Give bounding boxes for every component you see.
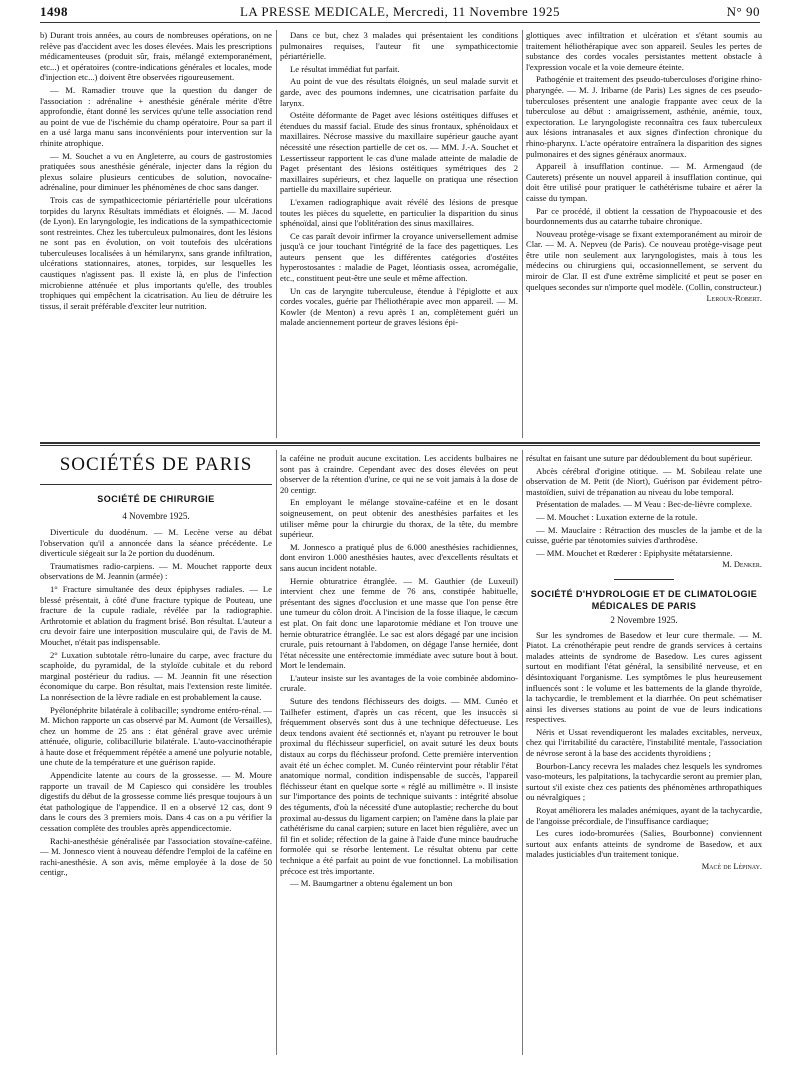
paragraph: glottiques avec infiltration et ulcération et s'étant soumis au traitement héliothérapique avec son appareil. Seules les pertes de substance des cordes vocales persistantes mettent obstacle à l'expression vocale et la voie demeure éteinte. bbox=[526, 30, 762, 72]
header-rule bbox=[40, 22, 760, 23]
paragraph: M. Jonnesco a pratiqué plus de 6.000 anesthésies rachidiennes, dont environ 1.000 anesthésies hautes, avec d'excellents résultats et sans aucun incident notable. bbox=[280, 541, 518, 573]
paragraph: Pathogénie et traitement des pseudo-tuberculoses d'origine rhino-pharyngée. — M. J. Iribarne (de Paris) Les signes de ces pseudo-tuberculoses présentent une analogie frappante avec ceux de la tuberculose au début : amaigrissement, asthénie, anémie, toux, expectoration. Le laryngologiste reconnaîtra ces faux tuberculeux aux lésions intranasales et aux signes d'infection chronique du rhino-pharynx. L'acte opératoire entraînera la disparition des signes pulmonaires et des signes généraux anormaux. bbox=[526, 74, 762, 159]
top-column-3 bbox=[526, 30, 762, 438]
paragraph: la caféine ne produit aucune excitation. Les accidents bulbaires ne sont pas à craindre. Cependant avec des doses élevées on peut observer de la rétention d'urine, ce qui ne se voit jamais à la dose de 20 centigr. bbox=[280, 453, 518, 495]
paragraph: — M. Mouchet : Luxation externe de la rotule. bbox=[536, 511, 698, 522]
paragraph: Appareil à insufflation continue. — M. Armengaud (de Cauterets) présente un nouvel appareil à insufflation continue, qui doit être utilisé pour pratiquer le cathétérisme tubaire et aérer la caisse du tympan. bbox=[526, 161, 762, 203]
paragraph: Par ce procédé, il obtient la cessation de l'hypoacousie et des bourdonnements dus au catarrhe tubaire chronique. bbox=[526, 205, 762, 227]
paragraph: Ostéite déformante de Paget avec lésions ostéitiques diffuses et étendues du massif facial. Etude des sinus frontaux, sphénoïdaux et maxillaires. Nécrose massive du maxillaire supérieur gauche ayant nécessité une résection partielle de cet os. — MM. J.-A. Souchet et Lessertisseur rapportent le cas d'une malade atteinte de maladie de Paget présentant des lésions ostéitiques symétriques des 2 maxillaires supérieurs, et chez laquelle on pratiqua une résection partielle du maxillaire supérieur. bbox=[280, 110, 518, 195]
bottom-column-3 bbox=[526, 453, 762, 1053]
session-date: 4 Novembre 1925. bbox=[122, 511, 190, 521]
paragraph: Néris et Ussat revendiqueront les malades excitables, nerveux, chez qui l'irritabilité du caractère, l'instabilité mentale, l'association de névrose seront à la base des accidents thyroïdiens ; bbox=[526, 726, 762, 759]
top-column-2 bbox=[280, 30, 518, 438]
paragraph: Le résultat immédiat fut parfait. bbox=[290, 63, 400, 74]
paragraph: Abcès cérébral d'origine otitique. — M. Sobileau relate une observation de M. Petit (de Niort), Guérison par évidement pétro-mastoïdien, suivi de trépanation au niveau du lobe temporal. bbox=[526, 465, 762, 497]
paragraph: — M. Souchet a vu en Angleterre, au cours de gastrostomies pratiquées sous anesthésie générale, injecter dans la région du plexus solaire plusieurs centicubes de solution, novocaïne-adrénaline, pour diminuer les phénomènes de choc sans danger. bbox=[40, 150, 272, 193]
paragraph: Ce cas paraît devoir infirmer la croyance universellement admise jusqu'à ce jour touchant l'intégrité de la face des pagettiques. Les auteurs pensent que les différentes catégories d'ostéites hyperostosantes : maladie de Paget, léontiasis ossea, acromégalie, etc., constituent peut-être une seule et même affection. bbox=[280, 230, 518, 284]
separator-rule bbox=[614, 579, 674, 580]
paragraph: Les cures iodo-bromurées (Salies, Bourbonne) conviennent surtout aux enfants atteints de syndrome de Basedow, et aux malades justiciables d'un traitement tonique. bbox=[526, 828, 762, 860]
running-head bbox=[40, 4, 760, 22]
paragraph: Suture des tendons fléchisseurs des doigts. — MM. Cunéo et Tailhefer estiment, d'après un cas récent, que les insuccès si fréquemment observés sont dus à une technique défectueuse. Les deux tendons avaient été sectionnés et, n'ayant pu retrouver le bout proximal du fléchisseur superficiel, on avait suturé les deux bouts distaux au corps du fléchisseur profond. Cette première intervention avait été un échec complet. M. Cunéo réintervint pour rétablir l'état anatomique normal, condition indispensable de succès, l'appareil fléchisseur étant en quelque sorte « réglé au millimètre ». Il insiste sur l'importance des points de technique suivants : intégrité absolue des téguments, d'où la nécessité d'une autoplastie; recherche du bout proximal au-dessus du ligament carpien; on l'amène dans la plaie par cathétérisme du canal carpien; suture en lacet bien régulière, avec un fil fin et solide; réfection de la gaine à l'aide d'une mince baudruche formolée qui se résorbe lentement. Le résultat obtenu par cette technique a été parfait au point de vue fonctionnel. La mobilisation précoce est très importante. bbox=[280, 696, 518, 876]
top-column-1 bbox=[40, 30, 272, 438]
paragraph: Hernie obturatrice étranglée. — M. Gauthier (de Luxeuil) intervient chez une femme de 76 ans, constipée habituelle, présentant des signes d'occlusion et une masse que l'on pense être une tumeur du côlon droit. A l'incision de la fosse iliaque, le cæcum est plat. On fait donc une laparotomie médiane et l'on trouve une hernie obturatrice étranglée. Le sac est alors dégagé par une incision crurale, puis retournant à l'abdomen, on dégage l'anse herniée, dont l'état nécessite une entérectomie immédiate avec suture bout à bout. Mort le lendemain. bbox=[280, 575, 518, 671]
paragraph: Sur les syndromes de Basedow et leur cure thermale. — M. Piatot. La crénothérapie peut rendre de grands services à certains malades atteints de syndrome de Basedow. Les cures agissent surtout en modifiant l'état général, la sensibilité nerveuse, et en désintoxiquant l'organisme. Les symptômes le plus heureusement influencés sont : le volume et les battements de la glande thyroïde, la tachycardie, le tremblement et la diarrhée. On peut schématiser ainsi les diverses stations au point de vue de leurs indications respectives. bbox=[526, 629, 762, 725]
column-divider bbox=[522, 30, 523, 438]
section-rule bbox=[40, 442, 760, 444]
paragraph: Bourbon-Lancy recevra les malades chez lesquels les syndromes vaso-moteurs, les palpitations, la tachycardie seront au premier plan, surtout s'il existe chez ces patients des phénomènes arthropathiques ou névralgiques ; bbox=[526, 760, 762, 803]
paragraph: En employant le mélange stovaïne-caféine et en le dosant soigneusement, on peut obtenir des anesthésies parfaites et les utiliser même pour la chirurgie du thorax, de la tête, du membre supérieur. bbox=[280, 497, 518, 540]
column-divider bbox=[276, 450, 277, 1055]
paragraph: L'auteur insiste sur les avantages de la voie combinée abdomino-crurale. bbox=[280, 672, 518, 694]
paragraph: Trois cas de sympathicectomie périartérielle pour ulcérations torpides du larynx Résultats immédiats et éloignés. — M. Jacod (de Lyon). En laryngologie, les indications de la sympathicectomie sont restreintes. Chez les tuberculeux pulmonaires, dont les lésions ne sont pas en évolution, on voit toutefois des ulcérations tuberculeuses localisées à un hémilarynx, sans grande infiltration, ulcérations stationnaires, atones, torpides, sur lesquelles les caustiques n'agissent pas. Il existe là, en plus de l'infection microbienne atténuée et plus importants qu'elle, des troubles trophiques qui empêchent la cicatrisation. Au lieu de détruire les tissus, il serait préférable d'exciter leur nutrition. bbox=[40, 194, 272, 311]
paragraph: Au point de vue des résultats éloignés, un seul malade survit et garde, avec des poumons indemnes, une cicatrisation parfaite du larynx. bbox=[280, 76, 518, 108]
paragraph: Pyélonéphrite bilatérale à colibacille; syndrome entéro-rénal. — M. Michon rapporte un cas observé par M. Aumont (de Versailles), chez un homme de 25 ans : état général grave avec urémie atténuée, oligurie, colibacillurie bilatérale. L'auto-vaccinothérapie à haute dose et fréquemment répétée a amené une polyurie notable, une chute de la température et une guérison rapide. bbox=[40, 704, 272, 768]
paragraph: Royat améliorera les malades anémiques, ayant de la tachycardie, de l'angoisse précordiale, de l'insuffisance cardiaque; bbox=[526, 805, 762, 826]
paragraph: 2° Luxation subtotale rétro-lunaire du carpe, avec fracture du scaphoïde, du pyramidal, de la styloïde cubitale et du rebord marginal postérieur du radius. — M. Jeannin fit une résection économique du carpe. Bon résultat, mais l'extension reste limitée. La nonrésection de la lèvre radiale en est probablement la cause. bbox=[40, 649, 272, 702]
journal-title: LA PRESSE MEDICALE, Mercredi, 11 Novembre 1925 bbox=[239, 4, 561, 19]
paragraph: Un cas de laryngite tuberculeuse, étendue à l'épiglotte et aux cordes vocales, guérie par l'héliothérapie avec mon appareil. — M. Kowler (de Menton) a revu après 1 an, complètement guéri un malade anciennement porteur de graves lésions épi- bbox=[280, 285, 518, 328]
paragraph: Traumatismes radio-carpiens. — M. Mouchet rapporte deux observations de M. Jeannin (armée) : bbox=[40, 560, 272, 582]
bottom-column-1 bbox=[40, 527, 272, 1052]
signature: Macé de Lépinay. bbox=[701, 862, 762, 871]
paragraph: Diverticule du duodénum. — M. Lecène verse au débat l'observation qu'il a annoncée dans la séance précédente. Le diverticule siégeait sur la 2e portion du duodénum. bbox=[40, 527, 272, 559]
paragraph: résultat en faisant une suture par dédoublement du bout supérieur. bbox=[526, 453, 753, 463]
paragraph: — M. Mauclaire : Rétraction des muscles de la jambe et de la cuisse, guérie par ténotomies suivies d'arthrodèse. bbox=[526, 524, 762, 546]
paragraph: — MM. Mouchet et Rœderer : Epiphysite métatarsienne. bbox=[536, 547, 733, 558]
page-number: 1498 bbox=[40, 4, 68, 19]
issue-number: N° 90 bbox=[726, 4, 760, 19]
paragraph: Présentation de malades. — M Veau : Bec-de-lièvre complexe. bbox=[536, 499, 753, 510]
paragraph: 1° Fracture simultanée des deux épiphyses radiales. — Le blessé présentait, à côté d'une fracture typique de Pouteau, une fracture de la cupule radiale, révélée par la radiographie. Arthrotomie et ablation du fragment brisé. Bon résultat. L'auteur a cru devoir faire une interposition musculaire qui, de l'avis de M. Mouchet, n'était pas indispensable. bbox=[40, 583, 272, 647]
signature: M. Denker. bbox=[722, 560, 762, 570]
signature: Leroux-Robert. bbox=[706, 294, 762, 304]
title-rule bbox=[40, 484, 272, 485]
paragraph: Dans ce but, chez 3 malades qui présentaient les conditions pulmonaires requises, l'auteur fit une sympathicectomie périartérielle. bbox=[280, 30, 518, 62]
bottom-column-2 bbox=[280, 453, 518, 1053]
society-title: SOCIÉTÉ D'HYDROLOGIE ET DE CLIMATOLOGIE MÉDICALES DE PARIS bbox=[530, 588, 758, 611]
section-rule bbox=[40, 445, 760, 446]
paragraph: Nouveau protège-visage se fixant extemporanément au miroir de Clar. — M. A. Nepveu (de Paris). Ce nouveau protège-visage peut être utile non seulement aux laryngologistes, mais à tous les médecins ou chirurgiens qui, occasionnellement, se servent du miroir de Clar. Il est d'une extrême simplicité et peut se poser en quelques secondes sur n'importe quel modèle. (Collin, constructeur.) bbox=[526, 228, 762, 292]
session-date: 2 Novembre 1925. bbox=[610, 614, 678, 625]
society-title: SOCIÉTÉ DE CHIRURGIE bbox=[97, 494, 215, 504]
column-divider bbox=[522, 450, 523, 1055]
column-divider bbox=[276, 30, 277, 438]
paragraph: — M. Ramadier trouve que la question du danger de l'association : adrénaline + anesthésie générale mérite d'être approfondie, étant donné les services qu'une telle association rend au point de vue de l'ischémie du champ opératoire. Pour sa part il en a usé larga manu sans inconvénients pour intervention sur la rhinite atrophique. bbox=[40, 84, 272, 148]
paragraph: Appendicite latente au cours de la grossesse. — M. Moure rapporte un travail de M Capiesco qui considère les troubles digestifs du début de la grossesse comme liés presque toujours à un état pathologique de l'appendice. Il en a observé 12 cas, dont 9 dans le cours des 3 premiers mois. Dans 4 cas on a pu vérifier la cessation complète des troubles après appendicectomie. bbox=[40, 770, 272, 834]
paragraph: Rachi-anesthésie généralisée par l'association stovaïne-caféine. — M. Jonnesco vient à nouveau défendre l'emploi de la caféine en rachi-anesthésie. A son avis, même employée à la dose de 50 centigr., bbox=[40, 835, 272, 878]
paragraph: L'examen radiographique avait révélé des lésions de presque toutes les pièces du squelette, en particulier la disparition du sinus sphénoïdal, ainsi que l'oblitération des sinus maxillaires. bbox=[280, 196, 518, 229]
paragraph: b) Durant trois années, au cours de nombreuses opérations, on ne relève pas d'accident avec les doses élevées. Mais les prescriptions médicamenteuses (produit sûr, frais, mélangé extemporanément, etc...) et opératoires (contre-indications générales et locales, mode d'injection etc...) doivent être observées rigoureusement. bbox=[40, 30, 272, 83]
paragraph: — M. Baumgartner a obtenu également un bon bbox=[290, 878, 453, 889]
section-title: SOCIÉTÉS DE PARIS bbox=[59, 454, 253, 475]
